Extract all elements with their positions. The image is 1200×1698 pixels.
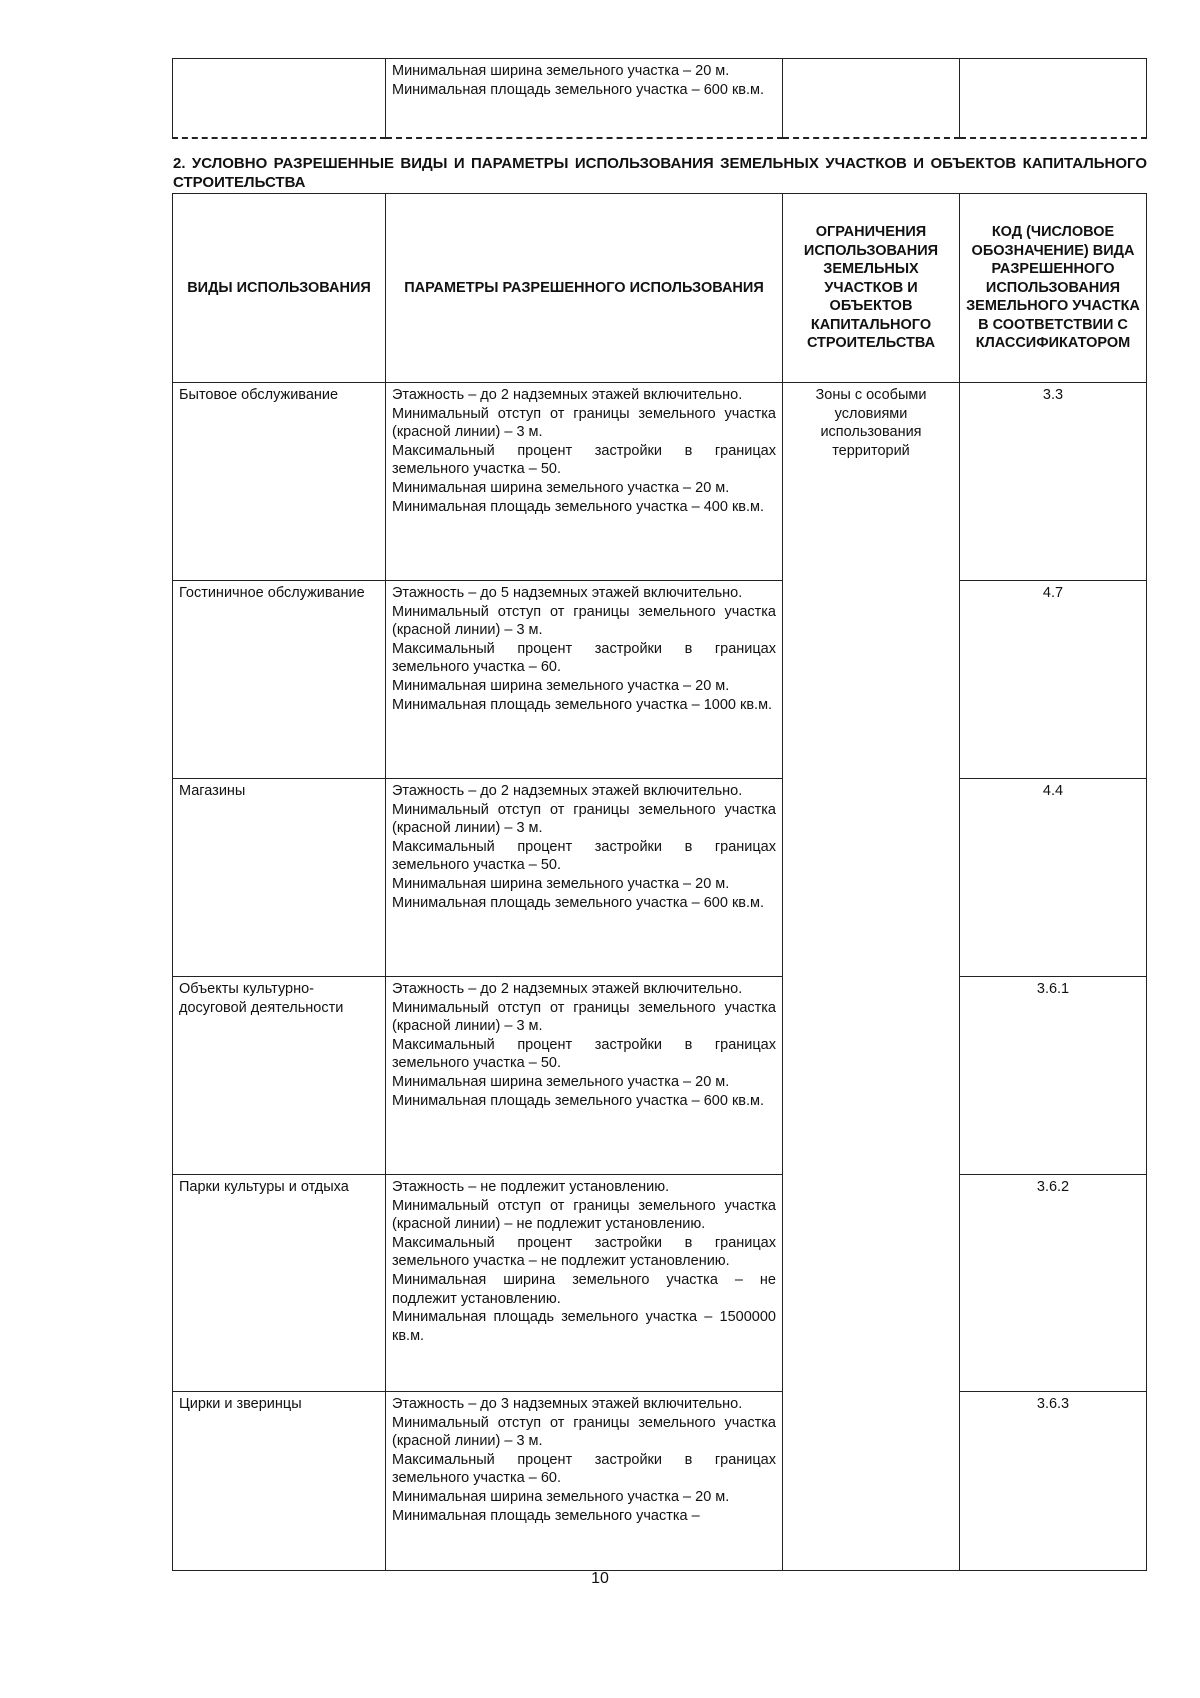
use-name: Магазины	[173, 779, 386, 977]
param-line: Минимальная площадь земельного участка – 600 кв.м.	[392, 1092, 765, 1109]
param-line: Минимальный отступ от границы земельного участка (красной линии) – 3 м.	[392, 1414, 776, 1450]
param-line: Минимальная ширина земельного участка – 20 м.	[392, 875, 730, 892]
table-row	[173, 59, 1147, 139]
table-body	[173, 383, 1147, 1571]
param-line: Максимальный процент застройки в границах земельного участка – 60.	[392, 1451, 776, 1487]
table-row	[173, 383, 1147, 581]
param-line: Минимальная площадь земельного участка – 600 кв.м.	[392, 81, 765, 98]
use-name: Цирки и зверинцы	[173, 1392, 386, 1571]
header-restrictions: ОГРАНИЧЕНИЯ ИСПОЛЬЗОВАНИЯ ЗЕМЕЛЬНЫХ УЧАСТКОВ И ОБЪЕКТОВ КАПИТАЛЬНОГО СТРОИТЕЛЬСТВА	[783, 194, 960, 383]
table-row	[173, 1392, 1147, 1571]
table-cell	[173, 59, 386, 139]
params-cell	[386, 779, 783, 977]
params-cell	[386, 383, 783, 581]
param-line: Минимальная ширина земельного участка – 20 м.	[392, 1073, 730, 1090]
code-cell: 3.6.3	[960, 1392, 1147, 1571]
code-cell: 4.4	[960, 779, 1147, 977]
restriction-cell-continued	[783, 1175, 960, 1392]
restriction-cell-continued	[783, 977, 960, 1175]
use-name: Парки культуры и отдыха	[173, 1175, 386, 1392]
param-line: Максимальный процент застройки в границах земельного участка – 50.	[392, 838, 776, 874]
param-line: Этажность – не подлежит установлению.	[392, 1179, 670, 1195]
param-line: Минимальный отступ от границы земельного участка (красной линии) – не подлежит установлению.	[392, 1197, 776, 1233]
code-cell: 3.6.2	[960, 1175, 1147, 1392]
param-line: Этажность – до 2 надземных этажей включительно.	[392, 783, 743, 799]
header-params: ПАРАМЕТРЫ РАЗРЕШЕННОГО ИСПОЛЬЗОВАНИЯ	[386, 194, 783, 383]
param-line: Максимальный процент застройки в границах земельного участка – 50.	[392, 442, 776, 478]
param-line: Минимальная площадь земельного участка – 1500000 кв.м.	[392, 1309, 776, 1344]
param-line: Минимальная ширина земельного участка – 20 м.	[392, 1488, 730, 1505]
code-cell: 3.3	[960, 383, 1147, 581]
table-header-row	[173, 194, 1147, 383]
params-cell	[386, 59, 783, 139]
use-name: Бытовое обслуживание	[173, 383, 386, 581]
header-uses: ВИДЫ ИСПОЛЬЗОВАНИЯ	[173, 194, 386, 383]
page-number: 10	[591, 1570, 609, 1587]
param-line: Этажность – до 2 надземных этажей включительно.	[392, 981, 743, 997]
code-cell: 3.6.1	[960, 977, 1147, 1175]
table-row	[173, 1175, 1147, 1392]
restriction-cell: Зоны с особыми условиями использования территорий	[783, 383, 960, 581]
param-line: Максимальный процент застройки в границах земельного участка – 50.	[392, 1036, 776, 1072]
param-line: Минимальный отступ от границы земельного участка (красной линии) – 3 м.	[392, 603, 776, 639]
code-cell: 4.7	[960, 581, 1147, 779]
params-cell	[386, 581, 783, 779]
header-code: КОД (ЧИСЛОВОЕ ОБОЗНАЧЕНИЕ) ВИДА РАЗРЕШЕННОГО ИСПОЛЬЗОВАНИЯ ЗЕМЕЛЬНОГО УЧАСТКА В СООТВЕТСТВИИ С КЛАССИФИКАТОРОМ	[960, 194, 1147, 383]
param-line: Минимальный отступ от границы земельного участка (красной линии) – 3 м.	[392, 405, 776, 441]
table-row	[173, 581, 1147, 779]
param-line: Минимальный отступ от границы земельного участка (красной линии) – 3 м.	[392, 999, 776, 1035]
param-line: Этажность – до 3 надземных этажей включительно.	[392, 1396, 743, 1412]
conditional-uses-table	[172, 193, 1147, 1571]
param-line: Минимальная ширина земельного участка – 20 м.	[392, 677, 730, 694]
param-line: Минимальная площадь земельного участка – 400 кв.м.	[392, 498, 765, 515]
param-line: Этажность – до 5 надземных этажей включительно.	[392, 585, 743, 601]
restriction-cell-continued	[783, 581, 960, 779]
param-line: Минимальная площадь земельного участка –	[392, 1507, 700, 1524]
table-cell	[960, 59, 1147, 139]
param-line: Минимальная ширина земельного участка – не подлежит установлению.	[392, 1271, 776, 1307]
use-name: Гостиничное обслуживание	[173, 581, 386, 779]
use-name: Объекты культурно-досуговой деятельности	[173, 977, 386, 1175]
param-line: Максимальный процент застройки в границах земельного участка – 60.	[392, 640, 776, 676]
restriction-cell-continued	[783, 1392, 960, 1571]
params-cell	[386, 977, 783, 1175]
table-row	[173, 977, 1147, 1175]
param-line: Минимальная площадь земельного участка – 1000 кв.м.	[392, 696, 773, 713]
section-heading: 2. УСЛОВНО РАЗРЕШЕННЫЕ ВИДЫ И ПАРАМЕТРЫ ИСПОЛЬЗОВАНИЯ ЗЕМЕЛЬНЫХ УЧАСТКОВ И ОБЪЕКТОВ КАПИТАЛЬНОГО СТРОИТЕЛЬСТВА	[173, 155, 1147, 191]
param-line: Максимальный процент застройки в границах земельного участка – не подлежит установлению.	[392, 1234, 776, 1270]
table-cell	[783, 59, 960, 139]
param-line: Этажность – до 2 надземных этажей включительно.	[392, 387, 743, 403]
param-line: Минимальный отступ от границы земельного участка (красной линии) – 3 м.	[392, 801, 776, 837]
continuation-table	[172, 58, 1147, 139]
restriction-cell-continued	[783, 779, 960, 977]
param-line: Минимальная ширина земельного участка – 20 м.	[392, 479, 730, 496]
param-line: Минимальная ширина земельного участка – 20 м.	[392, 63, 730, 79]
params-cell	[386, 1392, 783, 1571]
params-cell	[386, 1175, 783, 1392]
param-line: Минимальная площадь земельного участка – 600 кв.м.	[392, 894, 765, 911]
table-row	[173, 779, 1147, 977]
